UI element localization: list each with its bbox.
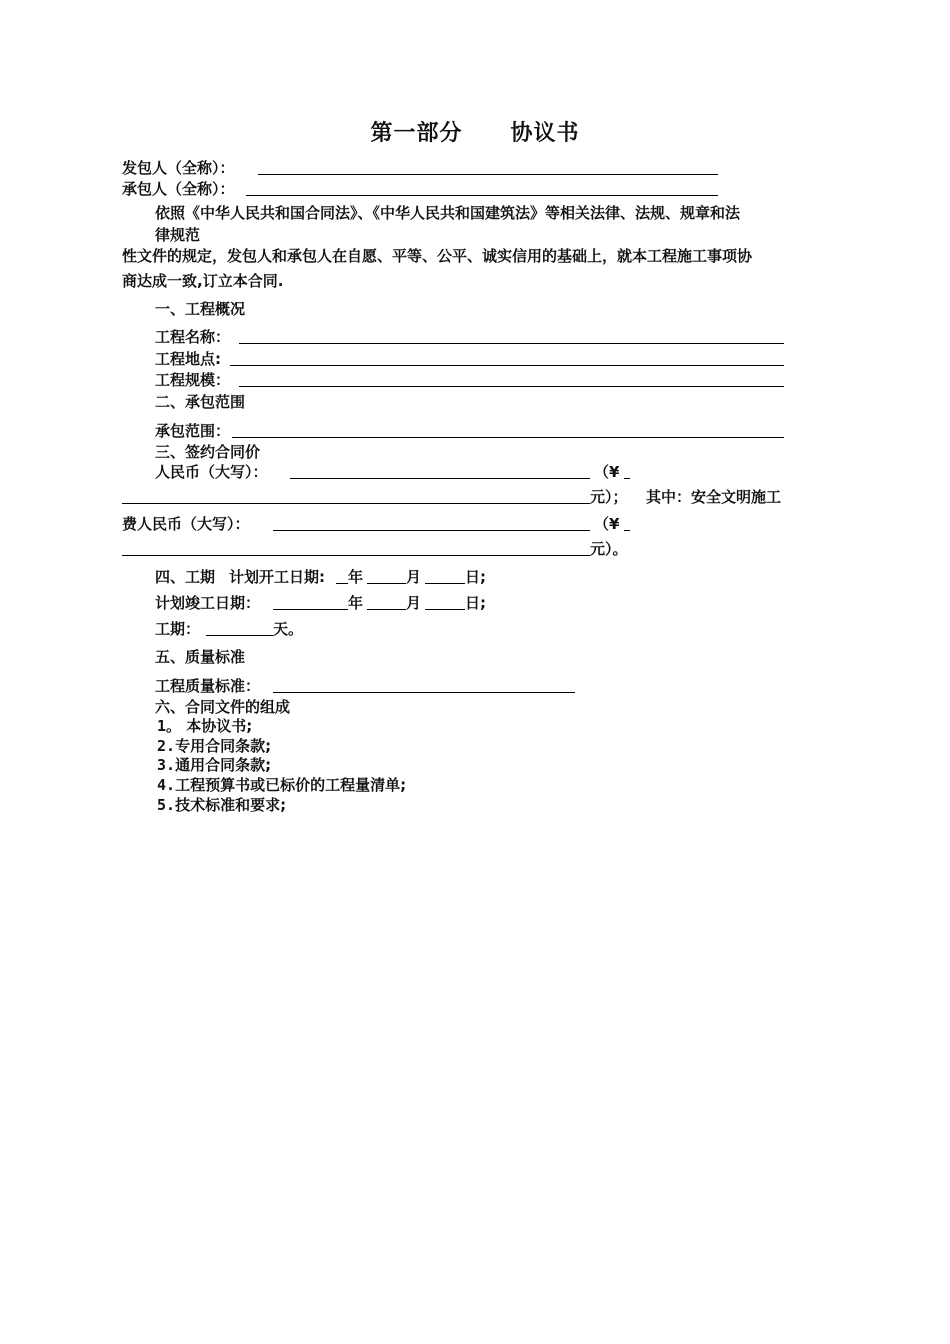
list-item — [157, 775, 406, 795]
duration-label: 工期： — [155, 620, 201, 638]
title-name: 协议书 — [510, 121, 580, 146]
yen-amount-blank-2a[interactable] — [624, 530, 630, 531]
list-item-number: 1。 — [157, 717, 182, 735]
project-scale-label: 工程规模： — [155, 371, 231, 389]
start-day-blank[interactable] — [425, 583, 465, 584]
end-year-blank[interactable] — [273, 609, 348, 610]
list-item — [157, 736, 271, 756]
project-name-label: 工程名称： — [155, 328, 231, 346]
title-part: 第一部分 — [370, 121, 463, 146]
list-item-text: 本协议书; — [181, 717, 253, 735]
list-item-number: 3. — [157, 756, 176, 774]
list-item-text: 专用合同条款; — [175, 737, 272, 755]
contractor-blank[interactable] — [246, 195, 718, 196]
intro-line-4: 商达成一致,订立本合同. — [122, 272, 284, 290]
section-3-heading: 三、签约合同价 — [155, 443, 261, 461]
start-month-unit: 月 — [406, 568, 422, 586]
yen-open-1: （¥ — [594, 463, 620, 481]
list-item-text: 技术标准和要求; — [175, 796, 287, 814]
yuan-close-1: 元）； — [590, 488, 628, 506]
rmb-amount-blank[interactable] — [290, 478, 590, 479]
start-year-unit: 年 — [348, 568, 364, 586]
list-item-number: 2. — [157, 737, 176, 755]
scope-blank[interactable] — [232, 437, 784, 438]
safety-rmb-blank[interactable] — [273, 530, 590, 531]
section-5-heading: 五、质量标准 — [155, 648, 246, 666]
end-year-unit: 年 — [348, 594, 364, 612]
project-name-blank[interactable] — [239, 343, 784, 344]
end-month-unit: 月 — [406, 594, 422, 612]
duration-blank[interactable] — [206, 635, 273, 636]
start-year-blank[interactable] — [336, 583, 348, 584]
project-location-blank[interactable] — [230, 365, 784, 366]
scope-label: 承包范围： — [155, 422, 231, 440]
list-item-text: 工程预算书或已标价的工程量清单; — [175, 776, 407, 794]
yen-open-2: （¥ — [594, 515, 620, 533]
list-item — [157, 755, 271, 775]
list-item — [157, 795, 286, 815]
end-month-blank[interactable] — [367, 609, 406, 610]
list-item-number: 4. — [157, 776, 176, 794]
section-6-heading: 六、合同文件的组成 — [155, 698, 291, 716]
employer-label: 发包人（全称）： — [122, 159, 235, 177]
intro-line-1: 依照《中华人民共和国合同法》、《中华人民共和国建筑法》等相关法律、法规、规章和法 — [155, 204, 741, 222]
document-title — [0, 119, 950, 149]
end-date-label: 计划竣工日期： — [155, 594, 261, 612]
project-location-label: 工程地点: — [155, 350, 221, 368]
quality-label: 工程质量标准： — [155, 677, 261, 695]
employer-blank[interactable] — [258, 174, 718, 175]
section-2-heading: 二、承包范围 — [155, 393, 246, 411]
contractor-label: 承包人（全称）： — [122, 180, 235, 198]
end-day-unit: 日; — [465, 594, 486, 612]
end-day-blank[interactable] — [425, 609, 465, 610]
yuan-close-2: 元）。 — [590, 540, 628, 558]
section-1-heading: 一、工程概况 — [155, 300, 246, 318]
list-item-text: 通用合同条款; — [175, 756, 272, 774]
list-item-number: 5. — [157, 796, 176, 814]
duration-unit: 天。 — [273, 620, 304, 638]
section-4-heading: 四、工期 — [155, 568, 216, 586]
safety-label: 其中：安全文明施工 — [646, 488, 782, 506]
intro-line-3: 性文件的规定，发包人和承包人在自愿、平等、公平、诚实信用的基础上，就本工程施工事项协 — [122, 247, 753, 265]
project-scale-blank[interactable] — [239, 386, 784, 387]
intro-line-2: 律规范 — [155, 226, 201, 244]
start-date-label: 计划开工日期: — [229, 568, 325, 586]
rmb-label: 人民币（大写）： — [155, 463, 268, 481]
safety-rmb-label: 费人民币（大写）： — [122, 515, 250, 533]
quality-blank[interactable] — [273, 692, 575, 693]
yen-amount-blank-2b[interactable] — [122, 555, 590, 556]
start-day-unit: 日; — [465, 568, 486, 586]
list-item — [157, 716, 252, 736]
start-month-blank[interactable] — [367, 583, 406, 584]
yen-amount-blank-1a[interactable] — [624, 478, 630, 479]
yen-amount-blank-1b[interactable] — [122, 503, 590, 504]
